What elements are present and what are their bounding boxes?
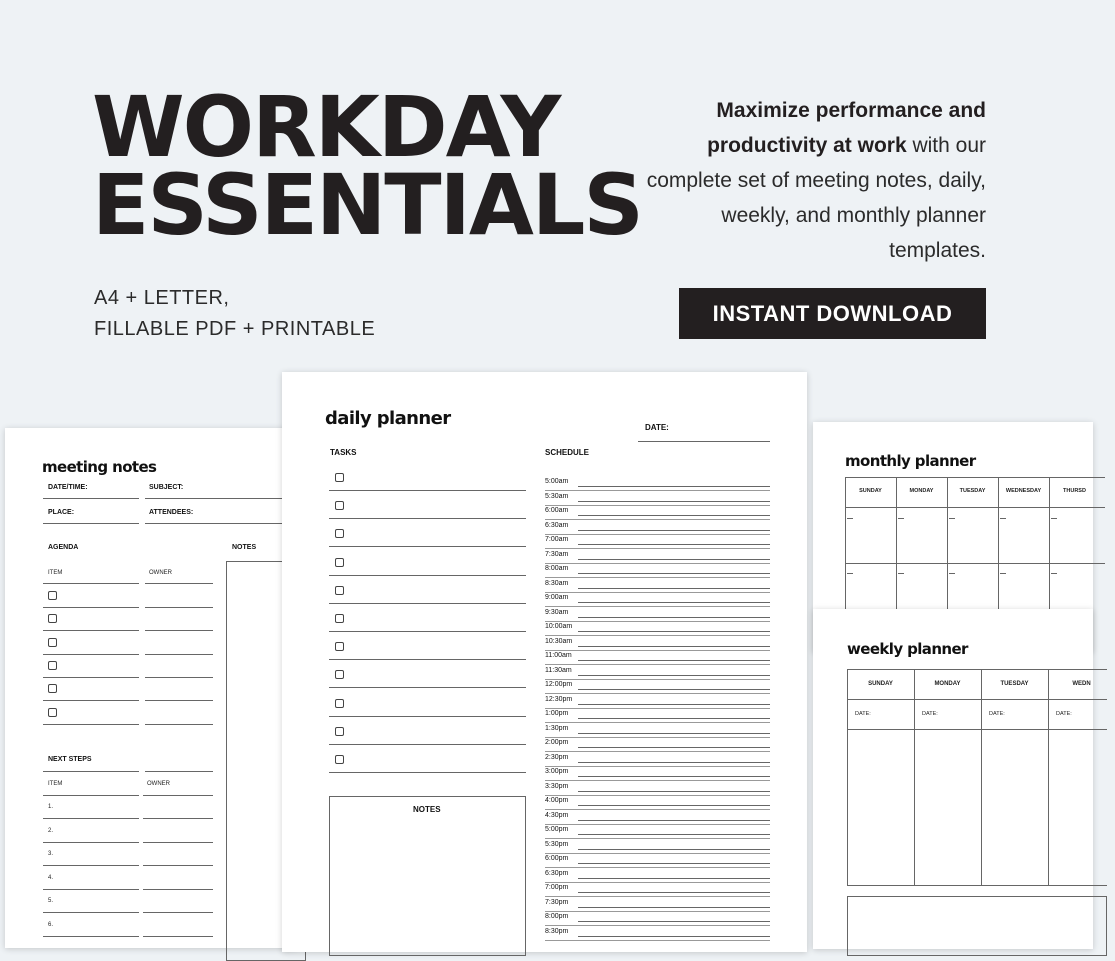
tagline-rest3: weekly, and monthly planner <box>721 204 986 227</box>
schedule-time: 10:30am <box>545 637 573 645</box>
month-grid-top <box>845 477 1105 478</box>
formats-line2: FILLABLE PDF + PRINTABLE <box>94 318 376 340</box>
attendees-label: ATTENDEES: <box>149 509 194 516</box>
schedule-line <box>578 892 770 893</box>
next-step-item-line <box>43 912 139 913</box>
daily-notes-box[interactable] <box>329 796 526 956</box>
weekly-planner-title: weekly planner <box>847 640 968 658</box>
schedule-divider <box>545 838 770 839</box>
schedule-line <box>578 791 770 792</box>
schedule-line <box>578 660 770 661</box>
agenda-owner-line <box>145 724 213 725</box>
schedule-time: 9:30am <box>545 608 569 616</box>
next-step-item-line <box>43 889 139 890</box>
week-day-date-label: DATE: <box>855 711 871 717</box>
task-checkbox[interactable] <box>335 529 344 538</box>
schedule-line <box>578 544 770 545</box>
schedule-line <box>578 776 770 777</box>
next-step-number: 1. <box>48 804 54 810</box>
schedule-time: 7:30pm <box>545 898 569 906</box>
month-grid-col <box>947 477 948 617</box>
schedule-time: 6:30am <box>545 521 569 529</box>
schedule-divider <box>545 867 770 868</box>
next-step-item-line <box>43 936 139 937</box>
task-line <box>329 744 526 745</box>
task-checkbox[interactable] <box>335 727 344 736</box>
task-line <box>329 490 526 491</box>
schedule-line <box>578 617 770 618</box>
next-steps-item-header: ITEM <box>48 781 63 787</box>
schedule-line <box>578 588 770 589</box>
daily-planner-sheet <box>282 372 807 952</box>
schedule-divider <box>545 896 770 897</box>
task-line <box>329 772 526 773</box>
agenda-item-line <box>43 654 139 655</box>
schedule-divider <box>545 563 770 564</box>
week-grid-bottom <box>847 885 1107 886</box>
schedule-divider <box>545 519 770 520</box>
agenda-owner-line <box>145 700 213 701</box>
schedule-divider <box>545 795 770 796</box>
agenda-checkbox[interactable] <box>48 708 57 717</box>
agenda-item-line <box>43 630 139 631</box>
schedule-line <box>578 515 770 516</box>
schedule-divider <box>545 780 770 781</box>
agenda-owner-line <box>145 607 213 608</box>
schedule-line <box>578 530 770 531</box>
schedule-divider <box>545 853 770 854</box>
schedule-line <box>578 921 770 922</box>
task-line <box>329 659 526 660</box>
schedule-line <box>578 849 770 850</box>
schedule-time: 1:30pm <box>545 724 569 732</box>
month-day-dash <box>949 573 955 574</box>
schedule-time: 2:00pm <box>545 739 569 746</box>
next-step-item-line <box>43 842 139 843</box>
schedule-divider <box>545 650 770 651</box>
agenda-owner-line <box>145 630 213 631</box>
schedule-line <box>578 863 770 864</box>
month-day-header: THURSD <box>1063 488 1086 494</box>
schedule-line <box>578 631 770 632</box>
schedule-time: 5:30pm <box>545 840 569 848</box>
schedule-divider <box>545 635 770 636</box>
agenda-owner-header: OWNER <box>149 570 172 576</box>
task-checkbox[interactable] <box>335 642 344 651</box>
schedule-divider <box>545 621 770 622</box>
place-label: PLACE: <box>48 509 75 516</box>
schedule-divider <box>545 911 770 912</box>
schedule-line <box>578 733 770 734</box>
date-label: DATE: <box>645 423 669 432</box>
schedule-line <box>578 820 770 821</box>
schedule-time: 7:00pm <box>545 884 569 891</box>
schedule-divider <box>545 809 770 810</box>
date-time-label: DATE/TIME: <box>48 484 88 491</box>
week-grid-header-bottom <box>847 699 1107 700</box>
task-line <box>329 716 526 717</box>
notes-label: NOTES <box>232 544 257 551</box>
agenda-checkbox[interactable] <box>48 684 57 693</box>
next-step-number: 6. <box>48 921 54 928</box>
daily-planner-title: daily planner <box>325 408 451 429</box>
schedule-line <box>578 689 770 690</box>
hero-title-line1: WORKDAY <box>92 78 560 176</box>
week-grid-col <box>1048 669 1049 885</box>
next-step-owner-line <box>143 889 213 890</box>
daily-notes-label: NOTES <box>413 805 441 814</box>
schedule-divider <box>545 940 770 941</box>
schedule-line <box>578 907 770 908</box>
meeting-notes-sheet <box>5 428 295 948</box>
schedule-line <box>578 878 770 879</box>
schedule-time: 4:30pm <box>545 811 569 819</box>
task-checkbox[interactable] <box>335 501 344 510</box>
next-step-owner-line <box>143 912 213 913</box>
schedule-time: 5:00pm <box>545 826 569 833</box>
schedule-divider <box>545 693 770 694</box>
month-grid-header-bottom <box>845 507 1105 508</box>
schedule-time: 9:00am <box>545 594 569 601</box>
schedule-divider <box>545 577 770 578</box>
month-grid-row <box>845 563 1105 564</box>
schedule-time: 6:30pm <box>545 869 569 877</box>
schedule-time: 8:30pm <box>545 927 569 935</box>
schedule-line <box>578 834 770 835</box>
schedule-divider <box>545 664 770 665</box>
month-day-dash <box>847 573 853 574</box>
next-steps-owner-header: OWNER <box>147 781 170 787</box>
month-day-dash <box>949 518 955 519</box>
schedule-line <box>578 675 770 676</box>
schedule-time: 2:30pm <box>545 753 569 761</box>
agenda-owner-line <box>145 677 213 678</box>
month-day-dash <box>1051 573 1057 574</box>
agenda-checkbox[interactable] <box>48 591 57 600</box>
month-day-dash <box>1000 573 1006 574</box>
schedule-time: 5:30am <box>545 492 569 500</box>
schedule-line <box>578 501 770 502</box>
schedule-time: 12:30pm <box>545 695 573 703</box>
schedule-line <box>578 602 770 603</box>
schedule-divider <box>545 722 770 723</box>
week-grid-date-bottom <box>847 729 1107 730</box>
schedule-time: 4:00pm <box>545 797 569 804</box>
schedule-divider <box>545 882 770 883</box>
schedule-divider <box>545 925 770 926</box>
agenda-item-header: ITEM <box>48 570 63 576</box>
schedule-divider <box>545 490 770 491</box>
schedule-divider <box>545 766 770 767</box>
tasks-label: TASKS <box>330 448 357 457</box>
schedule-divider <box>545 592 770 593</box>
agenda-checkbox[interactable] <box>48 661 57 670</box>
agenda-owner-line <box>145 654 213 655</box>
agenda-item-line <box>43 607 139 608</box>
week-day-date-label: DATE: <box>989 711 1005 717</box>
next-steps-label: NEXT STEPS <box>48 756 92 763</box>
schedule-time: 6:00am <box>545 507 569 514</box>
tagline-bold2: productivity at work <box>707 134 907 157</box>
agenda-item-line <box>43 700 139 701</box>
schedule-divider <box>545 824 770 825</box>
next-step-item-line <box>43 865 139 866</box>
instant-download-button[interactable]: INSTANT DOWNLOAD <box>679 288 986 339</box>
task-checkbox[interactable] <box>335 558 344 567</box>
schedule-time: 6:00pm <box>545 855 569 862</box>
month-day-header: WEDNESDAY <box>1005 488 1042 494</box>
tagline-rest2: complete set of meeting notes, daily, <box>646 169 986 192</box>
next-step-number: 3. <box>48 851 54 857</box>
agenda-item-line <box>43 677 139 678</box>
task-checkbox[interactable] <box>335 586 344 595</box>
week-day-date-label: DATE: <box>922 711 938 717</box>
next-step-number: 5. <box>48 898 54 904</box>
task-checkbox[interactable] <box>335 755 344 764</box>
schedule-time: 11:30am <box>545 666 572 674</box>
meeting-notes-title: meeting notes <box>42 458 157 476</box>
hero-title-line2: ESSENTIALS <box>92 156 642 254</box>
month-day-header: MONDAY <box>909 488 934 494</box>
subject-label: SUBJECT: <box>149 484 184 491</box>
task-line <box>329 603 526 604</box>
schedule-line <box>578 646 770 647</box>
schedule-divider <box>545 751 770 752</box>
next-step-owner-line <box>143 818 213 819</box>
next-step-owner-line <box>143 842 213 843</box>
month-day-header: TUESDAY <box>959 488 986 494</box>
week-grid-col <box>914 669 915 885</box>
schedule-time: 5:00am <box>545 478 569 485</box>
schedule-line <box>578 762 770 763</box>
schedule-time: 1:00pm <box>545 710 569 717</box>
tagline-rest4: templates. <box>889 239 986 262</box>
next-step-owner-line <box>143 936 213 937</box>
schedule-time: 3:00pm <box>545 768 569 775</box>
hero-title <box>92 78 642 254</box>
schedule-time: 10:00am <box>545 623 573 630</box>
task-line <box>329 518 526 519</box>
monthly-planner-title: monthly planner <box>845 452 976 470</box>
agenda-item-line <box>43 724 139 725</box>
next-step-owner-line <box>143 865 213 866</box>
schedule-line <box>578 936 770 937</box>
schedule-divider <box>545 548 770 549</box>
schedule-divider <box>545 708 770 709</box>
month-day-header: SUNDAY <box>859 488 882 494</box>
task-line <box>329 687 526 688</box>
month-grid-col <box>998 477 999 617</box>
week-day-header: WEDN <box>1072 681 1091 687</box>
schedule-divider <box>545 505 770 506</box>
month-grid-col <box>896 477 897 617</box>
schedule-divider <box>545 534 770 535</box>
formats-text <box>94 283 375 345</box>
schedule-divider <box>545 737 770 738</box>
week-day-header: MONDAY <box>934 681 961 687</box>
month-day-dash <box>898 518 904 519</box>
tagline-bold1: Maximize performance and <box>716 99 986 122</box>
schedule-line <box>578 718 770 719</box>
month-day-dash <box>1000 518 1006 519</box>
next-step-number: 2. <box>48 827 54 834</box>
schedule-time: 8:00am <box>545 565 569 572</box>
task-checkbox[interactable] <box>335 699 344 708</box>
week-day-header: TUESDAY <box>1000 681 1029 687</box>
week-grid-col <box>981 669 982 885</box>
task-line <box>329 631 526 632</box>
schedule-line <box>578 747 770 748</box>
month-day-dash <box>1051 518 1057 519</box>
next-step-number: 4. <box>48 874 54 881</box>
week-day-date-label: DATE: <box>1056 711 1072 717</box>
schedule-line <box>578 486 770 487</box>
schedule-time: 8:00pm <box>545 913 569 920</box>
agenda-label: AGENDA <box>48 544 79 551</box>
schedule-time: 8:30am <box>545 579 569 587</box>
schedule-time: 3:30pm <box>545 782 569 790</box>
schedule-time: 7:30am <box>545 550 569 558</box>
schedule-time: 12:00pm <box>545 681 573 688</box>
agenda-checkbox[interactable] <box>48 614 57 623</box>
formats-line1: A4 + LETTER, <box>94 287 230 309</box>
month-grid-col <box>845 477 846 617</box>
weekly-notes-box[interactable] <box>847 896 1107 956</box>
task-checkbox[interactable] <box>335 473 344 482</box>
week-day-header: SUNDAY <box>868 681 893 687</box>
task-line <box>329 546 526 547</box>
schedule-time: 7:00am <box>545 536 569 543</box>
schedule-line <box>578 559 770 560</box>
schedule-line <box>578 704 770 705</box>
task-checkbox[interactable] <box>335 670 344 679</box>
month-day-dash <box>898 573 904 574</box>
schedule-time: 11:00am <box>545 652 572 659</box>
weekly-planner-sheet <box>813 609 1093 949</box>
month-day-dash <box>847 518 853 519</box>
week-grid-col <box>847 669 848 885</box>
tagline <box>606 93 986 268</box>
schedule-divider <box>545 606 770 607</box>
schedule-line <box>578 573 770 574</box>
task-line <box>329 575 526 576</box>
week-grid-top <box>847 669 1107 670</box>
tagline-rest1: with our <box>906 134 986 157</box>
schedule-line <box>578 805 770 806</box>
agenda-checkbox[interactable] <box>48 638 57 647</box>
schedule-divider <box>545 679 770 680</box>
schedule-label: SCHEDULE <box>545 448 590 457</box>
task-checkbox[interactable] <box>335 614 344 623</box>
month-grid-col <box>1049 477 1050 617</box>
next-step-item-line <box>43 818 139 819</box>
